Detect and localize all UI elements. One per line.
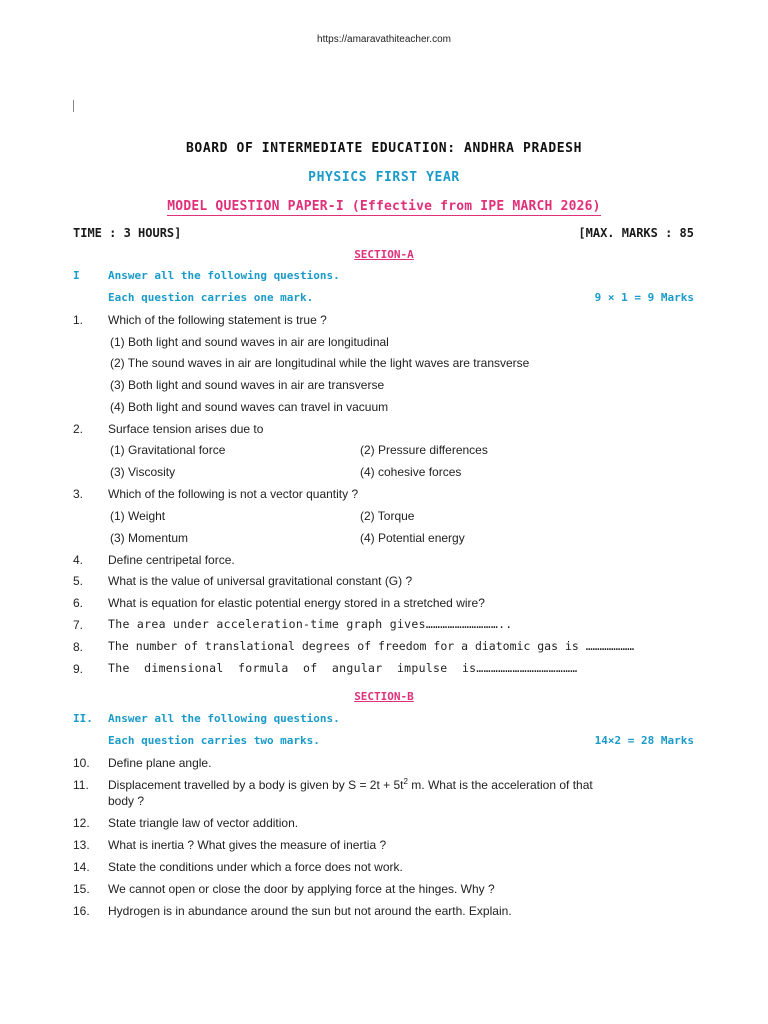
- question-number: 10.: [73, 756, 90, 770]
- question-text: Hydrogen is in abundance around the sun but not around the earth. Explain.: [108, 904, 512, 918]
- option-3: (3) Viscosity: [110, 465, 176, 479]
- paper-title: MODEL QUESTION PAPER-I (Effective from IPE MARCH 2026): [167, 199, 601, 214]
- question-text: Which of the following is not a vector quantity ?: [108, 487, 359, 501]
- section-b-title: SECTION-B: [354, 690, 414, 703]
- question-number: 8.: [73, 640, 84, 654]
- question-text: Define centripetal force.: [108, 553, 235, 567]
- question-text: Which of the following statement is true ?: [108, 313, 327, 327]
- question-text: The dimensional formula of angular impulse is……………………………………: [108, 661, 578, 675]
- section-b-instruction-2: Each question carries two marks.: [108, 734, 320, 747]
- question-text-continued: body ?: [108, 794, 145, 808]
- question-number: 3.: [73, 487, 84, 501]
- question-text: What is equation for elastic potential energy stored in a stretched wire?: [108, 596, 485, 610]
- option-4: (4) Both light and sound waves can travel in vacuum: [110, 400, 389, 414]
- question-number: 14.: [73, 860, 90, 874]
- question-number: 9.: [73, 662, 84, 676]
- subject-heading: PHYSICS FIRST YEAR: [308, 170, 460, 185]
- exponent: 2: [403, 777, 408, 786]
- option-4: (4) Potential energy: [360, 531, 465, 545]
- option-3: (3) Momentum: [110, 531, 189, 545]
- question-number: 7.: [73, 618, 84, 632]
- section-b-marks: 14×2 = 28 Marks: [594, 734, 694, 747]
- question-text: Surface tension arises due to: [108, 422, 264, 436]
- question-text-part: m. What is the acceleration of that: [407, 778, 593, 792]
- board-heading: BOARD OF INTERMEDIATE EDUCATION: ANDHRA PRADESH: [185, 141, 583, 156]
- question-text-part: Displacement travelled by a body is given by S = 2t + 5t: [108, 778, 404, 792]
- question-number: 11.: [73, 778, 89, 792]
- section-b-roman: II.: [73, 712, 93, 725]
- question-number: 12.: [73, 816, 90, 830]
- section-a-roman: I: [73, 269, 80, 282]
- question-text: What is inertia ? What gives the measure of inertia ?: [108, 838, 387, 852]
- option-1: (1) Both light and sound waves in air are longitudinal: [110, 335, 389, 349]
- question-text: The number of translational degrees of freedom for a diatomic gas is …………………: [108, 639, 635, 653]
- text-cursor: [73, 100, 74, 112]
- question-number: 13.: [73, 838, 90, 852]
- question-number: 6.: [73, 596, 84, 610]
- section-a-marks: 9 × 1 = 9 Marks: [594, 291, 694, 304]
- question-text: State the conditions under which a force does not work.: [108, 860, 403, 874]
- question-number: 15.: [73, 882, 90, 896]
- option-4: (4) cohesive forces: [360, 465, 462, 479]
- question-text: Define plane angle.: [108, 756, 212, 770]
- option-1: (1) Weight: [110, 509, 166, 523]
- time-label: TIME : 3 HOURS]: [73, 226, 182, 240]
- section-b-instruction-1: Answer all the following questions.: [108, 712, 340, 725]
- question-text: [108, 777, 593, 792]
- option-1: (1) Gravitational force: [110, 443, 226, 457]
- question-text: What is the value of universal gravitational constant (G) ?: [108, 574, 413, 588]
- source-url: https://amaravathiteacher.com: [317, 34, 451, 45]
- question-text: We cannot open or close the door by applying force at the hinges. Why ?: [108, 882, 495, 896]
- question-number: 4.: [73, 553, 84, 567]
- option-3: (3) Both light and sound waves in air are transverse: [110, 378, 385, 392]
- option-2: (2) Torque: [360, 509, 415, 523]
- section-a-instruction-1: Answer all the following questions.: [108, 269, 340, 282]
- question-text: The area under acceleration-time graph gives…………………………..: [108, 617, 513, 631]
- question-number: 5.: [73, 574, 84, 588]
- option-2: (2) Pressure differences: [360, 443, 488, 457]
- option-2: (2) The sound waves in air are longitudinal while the light waves are transverse: [110, 356, 530, 370]
- max-marks-label: [MAX. MARKS : 85: [578, 226, 694, 240]
- question-number: 16.: [73, 904, 90, 918]
- paper-heading: [0, 199, 768, 214]
- section-a-title: SECTION-A: [354, 248, 414, 261]
- question-number: 2.: [73, 422, 84, 436]
- question-text: State triangle law of vector addition.: [108, 816, 299, 830]
- section-a-instruction-2: Each question carries one mark.: [108, 291, 314, 304]
- question-number: 1.: [73, 313, 84, 327]
